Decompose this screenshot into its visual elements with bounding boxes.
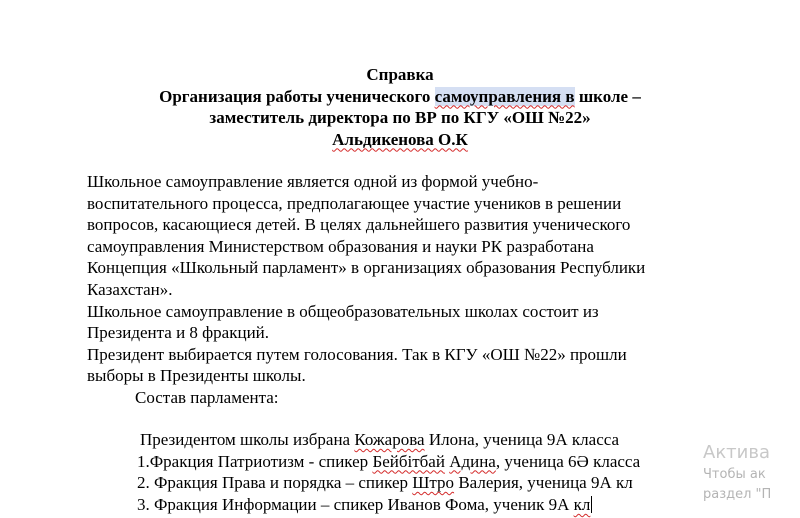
parliament-heading: Состав парламента:: [135, 387, 279, 407]
subtitle-part-2: школе –: [574, 86, 641, 106]
body-line: Казахстан».: [87, 279, 173, 299]
misspelled-word: Адина: [449, 451, 496, 471]
document-header: [0, 64, 800, 150]
list-item-fraction-1: [137, 451, 640, 473]
list-text: , ученица 6Ә класса: [495, 451, 641, 471]
body-line: Президент выбирается путем голосования. Так в КГУ «ОШ №22» прошли: [87, 344, 627, 364]
body-line: Школьное самоуправление в общеобразовательных школах состоит из: [87, 301, 599, 321]
list-text: 2. Фракция Права и порядка – спикер: [137, 473, 413, 493]
document-subtitle: [0, 86, 800, 108]
misspelled-word: Кожарова: [354, 430, 425, 449]
list-item-fraction-2: [137, 472, 640, 494]
list-text: 1.Фракция Патриотизм - спикер: [137, 451, 373, 471]
document-author: Альдикенова О.К: [332, 129, 468, 149]
body-line: Концепция «Школьный парламент» в организациях образования Республики: [87, 258, 646, 278]
text-cursor: [591, 496, 592, 513]
body-line: самоуправления Министерством образования и науки РК разработана: [87, 236, 594, 256]
body-line: воспитательного процесса, предполагающее участие учеников в решении: [87, 193, 622, 213]
body-line: Школьное самоуправление является одной из формой учебно-: [87, 172, 539, 191]
misspelled-word: Штро: [412, 473, 455, 493]
list-text: Илона, ученица 9А класса: [424, 430, 620, 449]
watermark-line-1: Актива: [703, 442, 771, 463]
list-text: Валерия, ученица 9А кл: [454, 473, 633, 493]
document-title-line-3: заместитель директора по ВР по КГУ «ОШ №22»: [209, 108, 591, 127]
body-line: выборы в Президенты школы.: [87, 366, 306, 386]
activation-watermark: [703, 441, 771, 505]
list-item-fraction-3: [137, 494, 640, 516]
parliament-list[interactable]: [137, 429, 640, 515]
body-line: вопросов, касающиеся детей. В целях дальнейшего развития ученического: [87, 215, 631, 235]
misspelled-word: кл: [573, 494, 591, 514]
list-item-president: [137, 429, 640, 451]
subtitle-part-1: Организация работы ученического: [159, 86, 435, 106]
watermark-line-2: Чтобы ак: [703, 467, 766, 482]
body-line: Президента и 8 фракций.: [87, 323, 270, 343]
document-title: Справка: [366, 65, 434, 84]
misspelled-word: Бейбітбай: [372, 451, 445, 471]
list-text: 3. Фракция Информации – спикер Иванов Фома, ученик 9А: [137, 494, 574, 514]
selected-text-highlight[interactable]: самоуправления в: [434, 86, 575, 106]
watermark-line-3: раздел "П: [703, 487, 772, 502]
list-text: Президентом школы избрана: [140, 430, 355, 449]
document-body[interactable]: [87, 171, 757, 409]
